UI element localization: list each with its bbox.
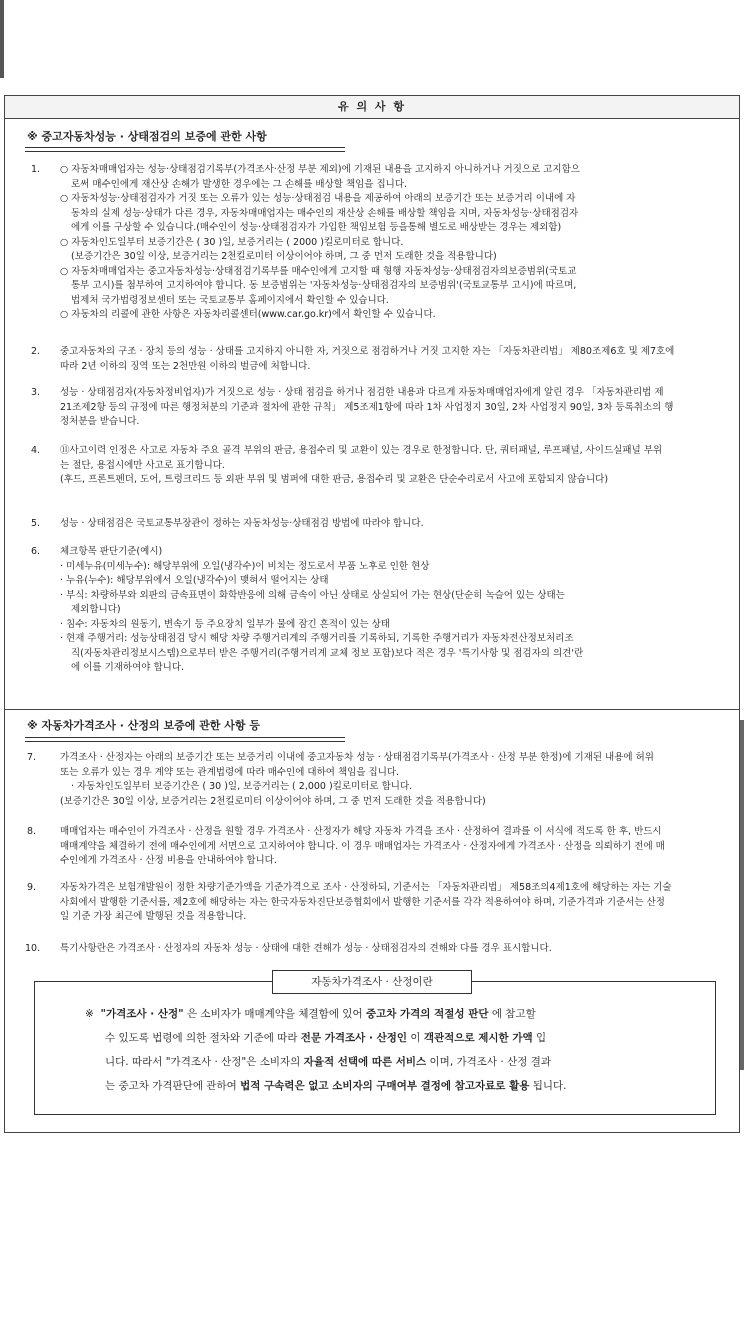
- reference-mark: ※: [85, 1008, 94, 1020]
- text-line: 에 이를 기재하여야 합니다.: [71, 662, 185, 673]
- item-number: 10.: [25, 943, 41, 954]
- body-text: 니다. 따라서 "가격조사 · 산정"은 소비자의: [105, 1056, 304, 1068]
- section2-underline: [25, 737, 345, 742]
- item-number: 2.: [31, 346, 41, 357]
- text-line: ○ 자동차매매업자는 중고자동차성능·상태점검기록부를 매수인에게 고지할 때 형행 자동차성능·상태점검자의보증범위(국토교: [60, 265, 577, 277]
- text-line: 일 기준 가장 최근에 발행된 것을 적용합니다.: [60, 911, 247, 922]
- text-line: · 누유(누수): 해당부위에서 오일(냉각수)이 맺혀서 떨어지는 상태: [60, 575, 329, 586]
- text-line: (후드, 프론트펜더, 도어, 트렁크리드 등 외판 부위 및 범퍼에 대한 판금, 용접수리 및 교환은 단순수리로서 사고에 포함되지 않습니다): [60, 474, 609, 485]
- item-number: 9.: [27, 882, 37, 893]
- text-line: (보증기간은 30일 이상, 보증거리는 2천킬로미터 이상이어야 하며, 그 중 먼저 도래한 것을 적용합니다): [71, 251, 497, 262]
- text-line: · 현재 주행거리: 성능상태점검 당시 해당 차량 주행거리계의 주행거리를 기록하되, 기록한 주행거리가 자동차전산정보처리조: [60, 633, 574, 644]
- item-7-text: [60, 751, 738, 809]
- text-line: 수인에게 가격조사 · 산정 비용을 안내하여야 합니다.: [60, 855, 277, 866]
- text-line: 직(자동차관리정보시스템)으로부터 받은 주행거리(주행거리계 교체 정보 포함)보다 적은 경우 '특기사항 및 점검자의 의견'란: [71, 647, 584, 659]
- item-9-text: [60, 881, 738, 925]
- text-line: 21조제2항 등의 규정에 따른 행정처분의 기준과 절차에 관한 규칙」 제5조제1항에 따라 1차 사업정지 30일, 2차 사업정지 90일, 3차 등록취소의 행: [60, 401, 674, 413]
- text-line: ○ 자동차매매업자는 성능·상태점검기록부(가격조사·산정 부분 제외)에 기재된 내용을 고지하지 아니하거나 거짓으로 고지함으: [60, 164, 580, 175]
- body-text: 는 중고차 가격판단에 관하여: [105, 1080, 241, 1092]
- info-box-body: [85, 1002, 695, 1098]
- body-text: 이: [407, 1032, 424, 1044]
- section2-title: ※ 자동차가격조사 · 산정의 보증에 관한 사항 등: [27, 719, 260, 732]
- item-3-text: [60, 386, 738, 430]
- text-line: 법제처 국가법령정보센터 또는 국토교통부 홈페이지에서 확인할 수 있습니다.: [71, 294, 389, 306]
- text-line: 정처분을 받습니다.: [60, 416, 140, 427]
- item-number: 6.: [31, 546, 41, 557]
- price-appraisal-info-box: [34, 976, 716, 1115]
- text-line: 따라 2년 이하의 징역 또는 2천만원 이하의 벌금에 처합니다.: [60, 360, 311, 372]
- text-line: ○ 자동차성능·상태점검자가 거짓 또는 오류가 있는 성능·상태점검 내용을 제공하여 아래의 보증기간 또는 보증거리 이내에 자: [60, 193, 576, 204]
- info-box-title: 자동차가격조사 · 산정이란: [272, 970, 472, 994]
- body-text: 은 소비자가 매매계약을 체결함에 있어: [183, 1008, 366, 1020]
- item-4-text: [60, 444, 738, 488]
- body-text: 입: [532, 1032, 547, 1044]
- text-line: 중고자동차의 구조 · 장치 등의 성능 · 상태를 고지하지 아니한 자, 거짓으로 점검하거나 거짓 고지한 자는 「자동차관리법」 제80조제6호 및 제7호에: [60, 346, 675, 357]
- text-line: 자동차가격은 보험개발원이 정한 차량기준가액을 기준가격으로 조사 · 산정하되, 기준서는 「자동차관리법」 제58조의4제1호에 해당하는 자는 기술: [60, 882, 672, 893]
- text-line: 통부 고시)를 첨부하여 고지하여야 합니다. 동 보증범위는 '자동차성능·상태점검자의 보증범위'(국토교통부 고시)에 따르며,: [71, 280, 577, 291]
- text-line: ○ 자동차인도일부터 보증기간은 ( 30 )일, 보증거리는 ( 2000 )킬로미터로 합니다.: [60, 236, 404, 248]
- text-line: ⑪사고이력 인정은 사고로 자동차 주요 골격 부위의 판금, 용접수리 및 교환이 있는 경우로 한정합니다. 단, 쿼터패널, 루프패널, 사이드실패널 부위: [60, 445, 663, 456]
- emphasis-text: 중고차 가격의 적절성 판단: [365, 1008, 489, 1020]
- body-text: 됩니다.: [529, 1080, 567, 1092]
- text-line: 특기사항란은 가격조사 · 산정자의 자동차 성능 · 상태에 대한 견해가 성능 · 상태점검자의 견해와 다를 경우 표시합니다.: [60, 943, 552, 954]
- emphasis-text: 전문 가격조사 · 산정인: [300, 1032, 408, 1044]
- item-number: 4.: [31, 445, 41, 456]
- body-text: 수 있도록 법령에 의한 절차와 기준에 따라: [105, 1032, 301, 1044]
- document-header: 유 의 사 항: [5, 96, 739, 119]
- text-line: 매매업자는 매수인이 가격조사 · 산정을 원할 경우 가격조사 · 산정자가 해당 자동차 가격을 조사 · 산정하여 결과를 이 서식에 적도록 한 후, 반드시: [60, 826, 662, 837]
- text-line: 성능 · 상태점검자(자동차정비업자)가 거짓으로 성능 · 상태 점검을 하거나 점검한 내용과 다르게 자동차매매업자에게 알린 경우 「자동차관리법 제: [60, 387, 664, 398]
- section1-underline: [25, 147, 345, 152]
- item-6-text: [60, 545, 738, 676]
- text-line: 가격조사 · 산정자는 아래의 보증기간 또는 보증거리 이내에 중고자동차 성능 · 상태점검기록부(가격조사 · 산정 부분 한정)에 기재된 내용에 허위: [60, 752, 654, 763]
- emphasis-text: 객관적으로 제시한 가액: [423, 1032, 533, 1044]
- item-5-text: [60, 517, 738, 532]
- text-line: 로써 매수인에게 재산상 손해가 발생한 경우에는 그 손해를 배상할 책임을 집니다.: [71, 178, 408, 190]
- item-10-text: [60, 942, 738, 957]
- item-2-text: [60, 345, 738, 374]
- body-text: 에 참고할: [488, 1008, 536, 1020]
- text-line: · 부식: 차량하부와 외판의 금속표면이 화학반응에 의해 금속이 아닌 상태로 상실되어 가는 현상(단순히 녹슬어 있는 상태는: [60, 589, 565, 601]
- item-1-text: [60, 163, 738, 323]
- text-line: 매매계약을 체결하기 전에 매수인에게 서면으로 고지하여야 합니다. 이 경우 매매업자는 가격조사 · 산정자에게 가격조사 · 산정을 의뢰하기 전에 매: [60, 840, 665, 852]
- item-number: 8.: [27, 826, 37, 837]
- item-number: 7.: [27, 752, 37, 763]
- text-line: 동차의 실제 성능·상태가 다른 경우, 자동차매매업자는 매수인의 재산상 손해를 배상할 책임을 지며, 자동차성능·상태점검자: [71, 207, 579, 219]
- text-line: 성능 · 상태점검은 국토교통부장관이 정하는 자동차성능·상태점검 방법에 따라야 합니다.: [60, 518, 424, 529]
- body-text: 이며, 가격조사 · 산정 결과: [426, 1056, 551, 1068]
- notice-document: [4, 95, 740, 1133]
- emphasis-text: "가격조사 · 산정": [100, 1008, 184, 1020]
- item-8-text: [60, 825, 738, 869]
- text-line: ○ 자동차의 리콜에 관한 사항은 자동차리콜센터(www.car.go.kr)에서 확인할 수 있습니다.: [60, 309, 436, 320]
- text-line: 는 절단, 용접시에만 사고로 표기합니다.: [60, 459, 225, 471]
- emphasis-text: 자율적 선택에 따른 서비스: [303, 1056, 427, 1068]
- text-line: · 자동차인도일부터 보증기간은 ( 30 )일, 보증거리는 ( 2,000 )킬로미터로 합니다.: [71, 781, 413, 792]
- section1-title: ※ 중고자동차성능 · 상태점검의 보증에 관한 사항: [27, 130, 267, 143]
- text-line: · 미세누유(미세누수): 해당부위에 오일(냉각수)이 비치는 정도로서 부품 노후로 인한 현상: [60, 560, 430, 572]
- text-line: (보증기간은 30일 이상, 보증거리는 2천킬로미터 이상이어야 하며, 그 중 먼저 도래한 것을 적용합니다): [60, 795, 486, 807]
- item-number: 5.: [31, 518, 41, 529]
- text-line: 체크항목 판단기준(예시): [60, 546, 163, 557]
- emphasis-text: 법적 구속력은 없고 소비자의 구매여부 결정에 참고자료로 활용: [240, 1080, 530, 1092]
- text-line: 제외합니다): [71, 604, 121, 615]
- text-line: 또는 오류가 있는 경우 계약 또는 관계법령에 따라 매수인에 대하여 책임을 집니다.: [60, 766, 400, 778]
- text-line: 에게 이를 구상할 수 있습니다.(매수인이 성능·상태점검자가 가입한 책임보험 등을통해 별도로 배상받는 경우는 제외함): [71, 222, 562, 233]
- item-number: 3.: [31, 387, 41, 398]
- text-line: · 침수: 자동차의 원동기, 변속기 등 주요장치 일부가 물에 잠긴 흔적이 있는 상태: [60, 618, 390, 630]
- section-divider: [5, 709, 739, 710]
- text-line: 사회에서 발행한 기준서를, 제2호에 해당하는 자는 한국자동차진단보증협회에서 발행한 기준서를 각각 적용하여야 하며, 기준가격과 기준서는 산정: [60, 896, 665, 908]
- item-number: 1.: [31, 164, 41, 175]
- left-edge-bar: [0, 0, 4, 78]
